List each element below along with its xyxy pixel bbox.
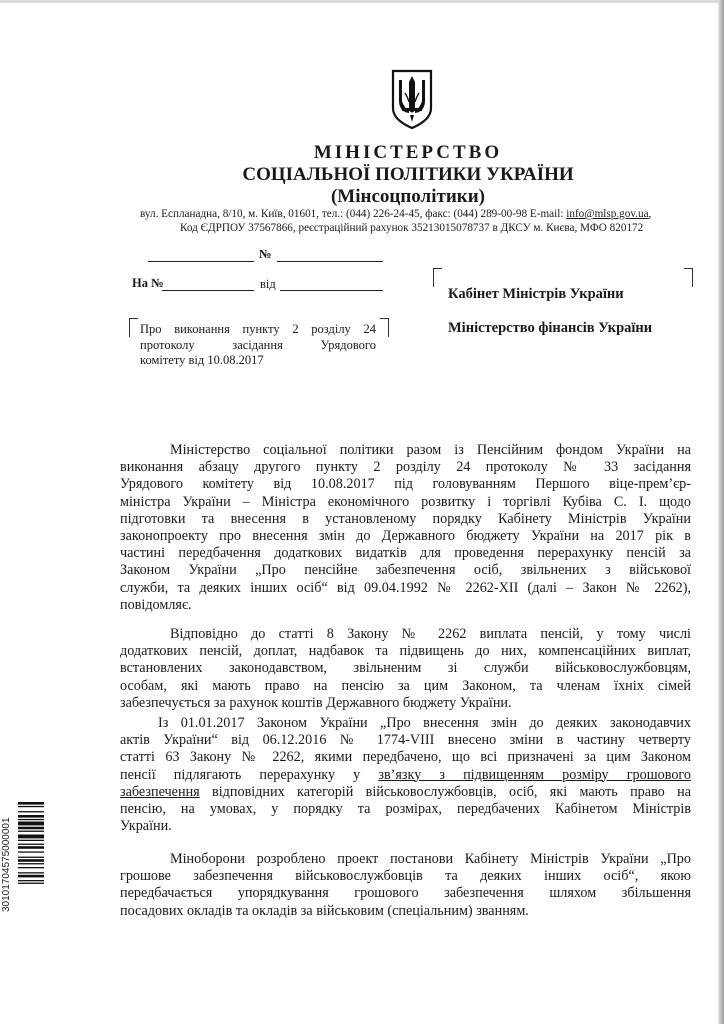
- barcode-bar: [18, 880, 44, 881]
- ministry-title: МІНІСТЕРСТВО: [313, 142, 503, 163]
- text-line: додаткових пенсій, доплат, надбавок та підвищень до них, компенсаційних виплат,: [120, 643, 691, 660]
- text-line: міністра України – Міністра економічного розвитку і торгівлі Кубіва С. І. щодо: [120, 493, 691, 510]
- barcode-bar: [18, 806, 44, 807]
- text-line: Урядового комітету від 10.08.2017 під головуванням Першого віце-прем’єр-: [120, 476, 691, 493]
- email-link[interactable]: info@mlsp.gov.ua: [566, 208, 649, 220]
- text-line: актів України“ від 06.12.2016 № 1774-VIII внесено зміни в частину четверту: [120, 732, 691, 749]
- barcode-bar: [18, 859, 44, 862]
- text-line: [120, 767, 691, 784]
- text-line: [120, 784, 691, 801]
- ministry-codes: Код ЄДРПОУ 37567866, реєстраційний рахунок 35213015078737 в ДКСУ м. Києва, МФО 820172: [180, 222, 644, 234]
- paragraph-1: [120, 442, 691, 614]
- addressee-corner-right: [684, 268, 693, 287]
- text-segment: відповідних категорій військовослужбовців, осіб, які мають право на: [199, 783, 691, 800]
- barcode-bar: [18, 844, 44, 845]
- barcode-number: 30101704575000001: [1, 817, 12, 913]
- text-line: особам, які мають право на пенсію за цим Законом, та членам їхніх сімей: [120, 677, 691, 694]
- barcode-bar: [18, 851, 44, 852]
- barcode-bar: [18, 846, 44, 849]
- barcode-bar: [18, 840, 44, 841]
- paragraph-4: [120, 851, 691, 920]
- barcode-bar: [18, 875, 44, 878]
- outgoing-number-label: №: [259, 247, 272, 261]
- ministry-address: [140, 208, 700, 220]
- subject-line: комітету від 10.08.2017: [140, 353, 264, 367]
- barcode-bar: [18, 822, 44, 826]
- text-line: Законом України „Про пенсійне забезпечення осіб, звільнених з військової: [120, 562, 691, 579]
- paragraph-2: [120, 626, 691, 712]
- incoming-number-blank: [162, 290, 254, 291]
- barcode-bar: [18, 831, 44, 832]
- address-text: вул. Еспланадна, 8/10, м. Київ, 01601, тел.: (044) 226-24-45, факс: (044) 289-00-98 E-mail:: [140, 208, 567, 220]
- trident-coat-of-arms-icon: [390, 68, 434, 130]
- text-line: статті 63 Закону № 2262, якими передбачено, що всі призначені за цим Законом: [120, 749, 691, 766]
- address-comma: ,: [648, 208, 652, 220]
- text-line: забезпечується за рахунок коштів Державного бюджету України.: [120, 694, 512, 711]
- barcode-bar: [18, 811, 44, 812]
- subject-block: [140, 322, 376, 369]
- text-line: грошове забезпечення військовослужбовців та деяких інших осіб“, якою: [120, 868, 691, 885]
- barcode-bar: [18, 867, 44, 868]
- registration-barcode: [16, 800, 46, 930]
- barcode-bar: [18, 819, 44, 820]
- outgoing-date-blank: [148, 261, 254, 262]
- text-line: передбачається упорядкування грошового забезпечення шляхом збільшення: [120, 885, 691, 902]
- barcode-bar: [18, 815, 44, 818]
- subject-line: Про виконання пункту 2 розділу 24: [140, 322, 376, 336]
- subject-corner-left: [129, 318, 138, 337]
- text-line: виконання абзацу другого пункту 2 розділу 24 протоколу № 33 засідання: [120, 459, 691, 476]
- barcode-bar: [18, 883, 44, 884]
- incoming-number-label: На №: [132, 276, 164, 290]
- barcode-bar: [18, 872, 44, 873]
- text-line: посадових окладів та окладів за військовим (спеціальним) званням.: [120, 902, 529, 919]
- subject-line: протоколу засідання Урядового: [140, 337, 376, 352]
- barcode-bar: [18, 835, 44, 839]
- text-line: пенсію, на умовах, у порядку та розмірах, передбачених Кабінетом Міністрів: [120, 801, 691, 818]
- text-line: підготовки та внесення в установленому порядку Кабінету Міністрів України: [120, 510, 691, 527]
- ministry-name: СОЦІАЛЬНОЇ ПОЛІТИКИ УКРАЇНИ: [242, 164, 574, 185]
- barcode-bar: [18, 827, 44, 830]
- text-line: Міністерство соціальної політики разом із Пенсійним фондом України на: [170, 442, 691, 458]
- paragraph-3: [120, 715, 691, 835]
- addressee-finance-ministry: Міністерство фінансів України: [448, 320, 653, 336]
- text-line: встановлених законодавством, звільненим зі служби військовослужбовцям,: [120, 660, 691, 677]
- outgoing-number-blank: [277, 261, 383, 262]
- underlined-text: зв’язку з підвищенням розміру грошового: [378, 766, 691, 783]
- addressee-corner-left: [433, 268, 442, 287]
- text-segment: пенсії підлягають перерахунку у: [120, 766, 379, 783]
- underlined-text: забезпечення: [120, 783, 200, 800]
- text-line: служби, та деяких інших осіб“ від 09.04.1992 № 2262-ХІІ (далі – Закон № 2262),: [120, 579, 691, 596]
- scan-edge-top: [0, 0, 724, 3]
- text-line: Із 01.01.2017 Законом України „Про внесення змін до деяких законодавчих: [158, 715, 691, 731]
- text-line: частині передбачення додаткових видатків для проведення перерахунку пенсій за: [120, 545, 691, 562]
- text-line: України.: [120, 818, 172, 835]
- text-line: законопроекту про внесення змін до Державного бюджету України на 2017 рік в: [120, 528, 691, 545]
- incoming-date-blank: [280, 290, 383, 291]
- text-line: повідомляє.: [120, 596, 192, 613]
- barcode-bar: [18, 863, 44, 864]
- text-line: Відповідно до статті 8 Закону № 2262 виплата пенсій, у тому числі: [170, 626, 691, 642]
- addressee-cabinet: Кабінет Міністрів України: [448, 286, 624, 302]
- subject-corner-right: [380, 318, 389, 337]
- barcode-bar: [18, 802, 44, 805]
- ministry-short-name: (Мінсоцполітики): [330, 186, 485, 207]
- barcode-bar: [18, 857, 44, 858]
- incoming-date-label: від: [260, 277, 276, 291]
- text-line: Міноборони розроблено проект постанови Кабінету Міністрів України „Про: [170, 851, 691, 867]
